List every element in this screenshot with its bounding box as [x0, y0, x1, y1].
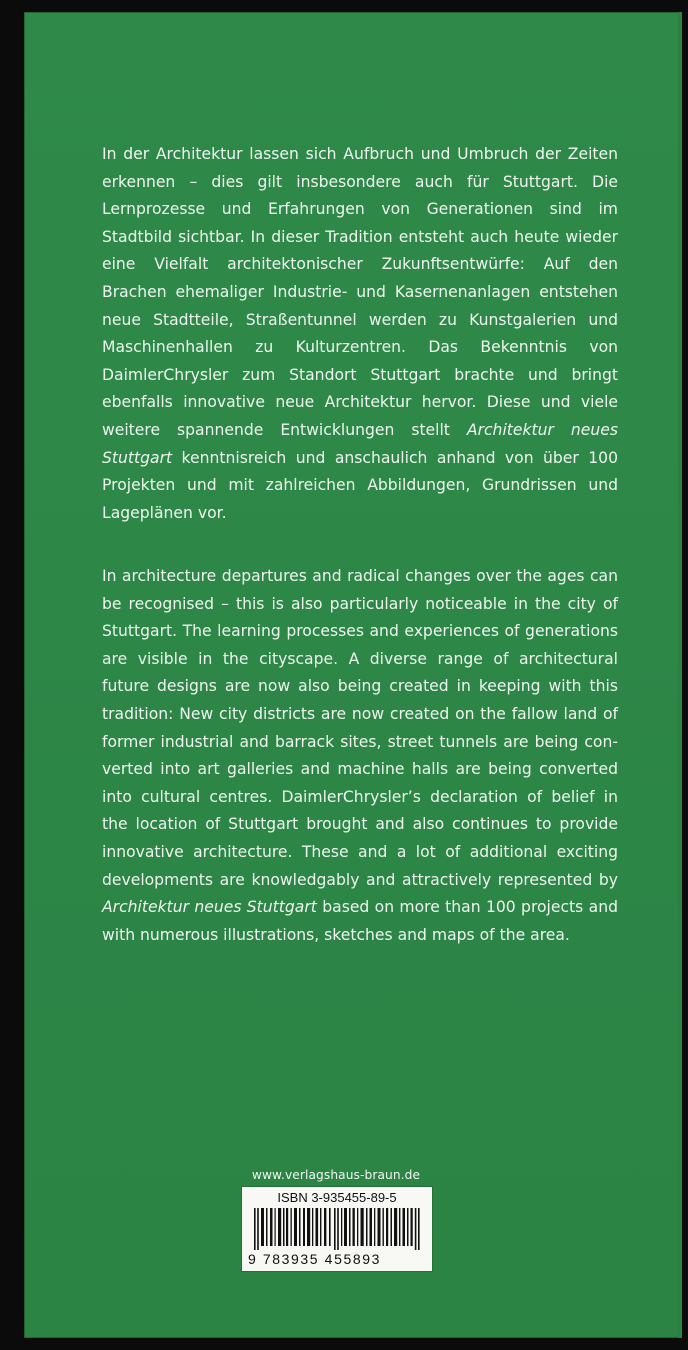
- english-book-title: Architektur neues Stuttgart: [102, 898, 317, 917]
- publisher-website: www.verlagshaus-braun.de: [251, 1168, 421, 1182]
- german-blurb-text-1: In der Architektur lassen sich Aufbruch und Umbruch der Zeiten erkennen – dies gilt insbesondere auch für Stuttgart. Die Lernprozesse und Erfahrungen von Generationen sind im Stadtbild sichtbar. In dieser Tradition entsteht auch heute wieder eine Vielfalt architektonischer Zukunftsentwürfe: Auf den Brachen ehemaliger Industrie- und Kasernenanlagen entstehen neue Stadtteile, Straßentunnel werden zu Kunstgalerien und Maschinenhallen zu Kulturzentren. Das Bekenntnis von DaimlerChrysler zum Standort Stuttgart brachte und bringt ebenfalls innovative neue Architektur hervor. Diese und viele weitere spannende Entwicklungen stellt: [102, 145, 618, 439]
- english-blurb-text-2: based on more than 100 projects and with numerous illustrations, sketches and maps of the area.: [102, 898, 618, 944]
- ean-number: 9 783935 455893: [248, 1251, 381, 1267]
- isbn-number: ISBN 3-935455-89-5: [277, 1190, 397, 1205]
- german-blurb: [102, 141, 618, 527]
- german-blurb-text-2: kenntnisreich und anschaulich anhand von über 100 Projekten und mit zahlreichen Abbildungen, Grundrissen und Lageplänen vor.: [102, 448, 618, 522]
- german-book-title: Architektur neues Stuttgart: [102, 420, 618, 467]
- spine-edge: [678, 12, 682, 1338]
- english-blurb-text-1: In architecture departures and radical changes over the ages can be recognised – this is also particularly noticeable in the city of Stuttgart. The learning processes and experiences of generations are visible in the cityscape. A diverse range of architectural future designs are now also being created in keeping with this tradition: New city districts are now created on the fallow land of former industrial and barrack sites, street tunnels are being converted into art galleries and machine halls are being converted into cultural centres. DaimlerChrysler’s declaration of belief in the location of Stuttgart brought and also continues to provide innovative architecture. These and a lot of additional exciting developments are knowledgably and attractively represented by: [102, 567, 618, 889]
- barcode-bars: [254, 1208, 420, 1250]
- english-blurb: [102, 563, 618, 949]
- barcode-label: [242, 1187, 432, 1271]
